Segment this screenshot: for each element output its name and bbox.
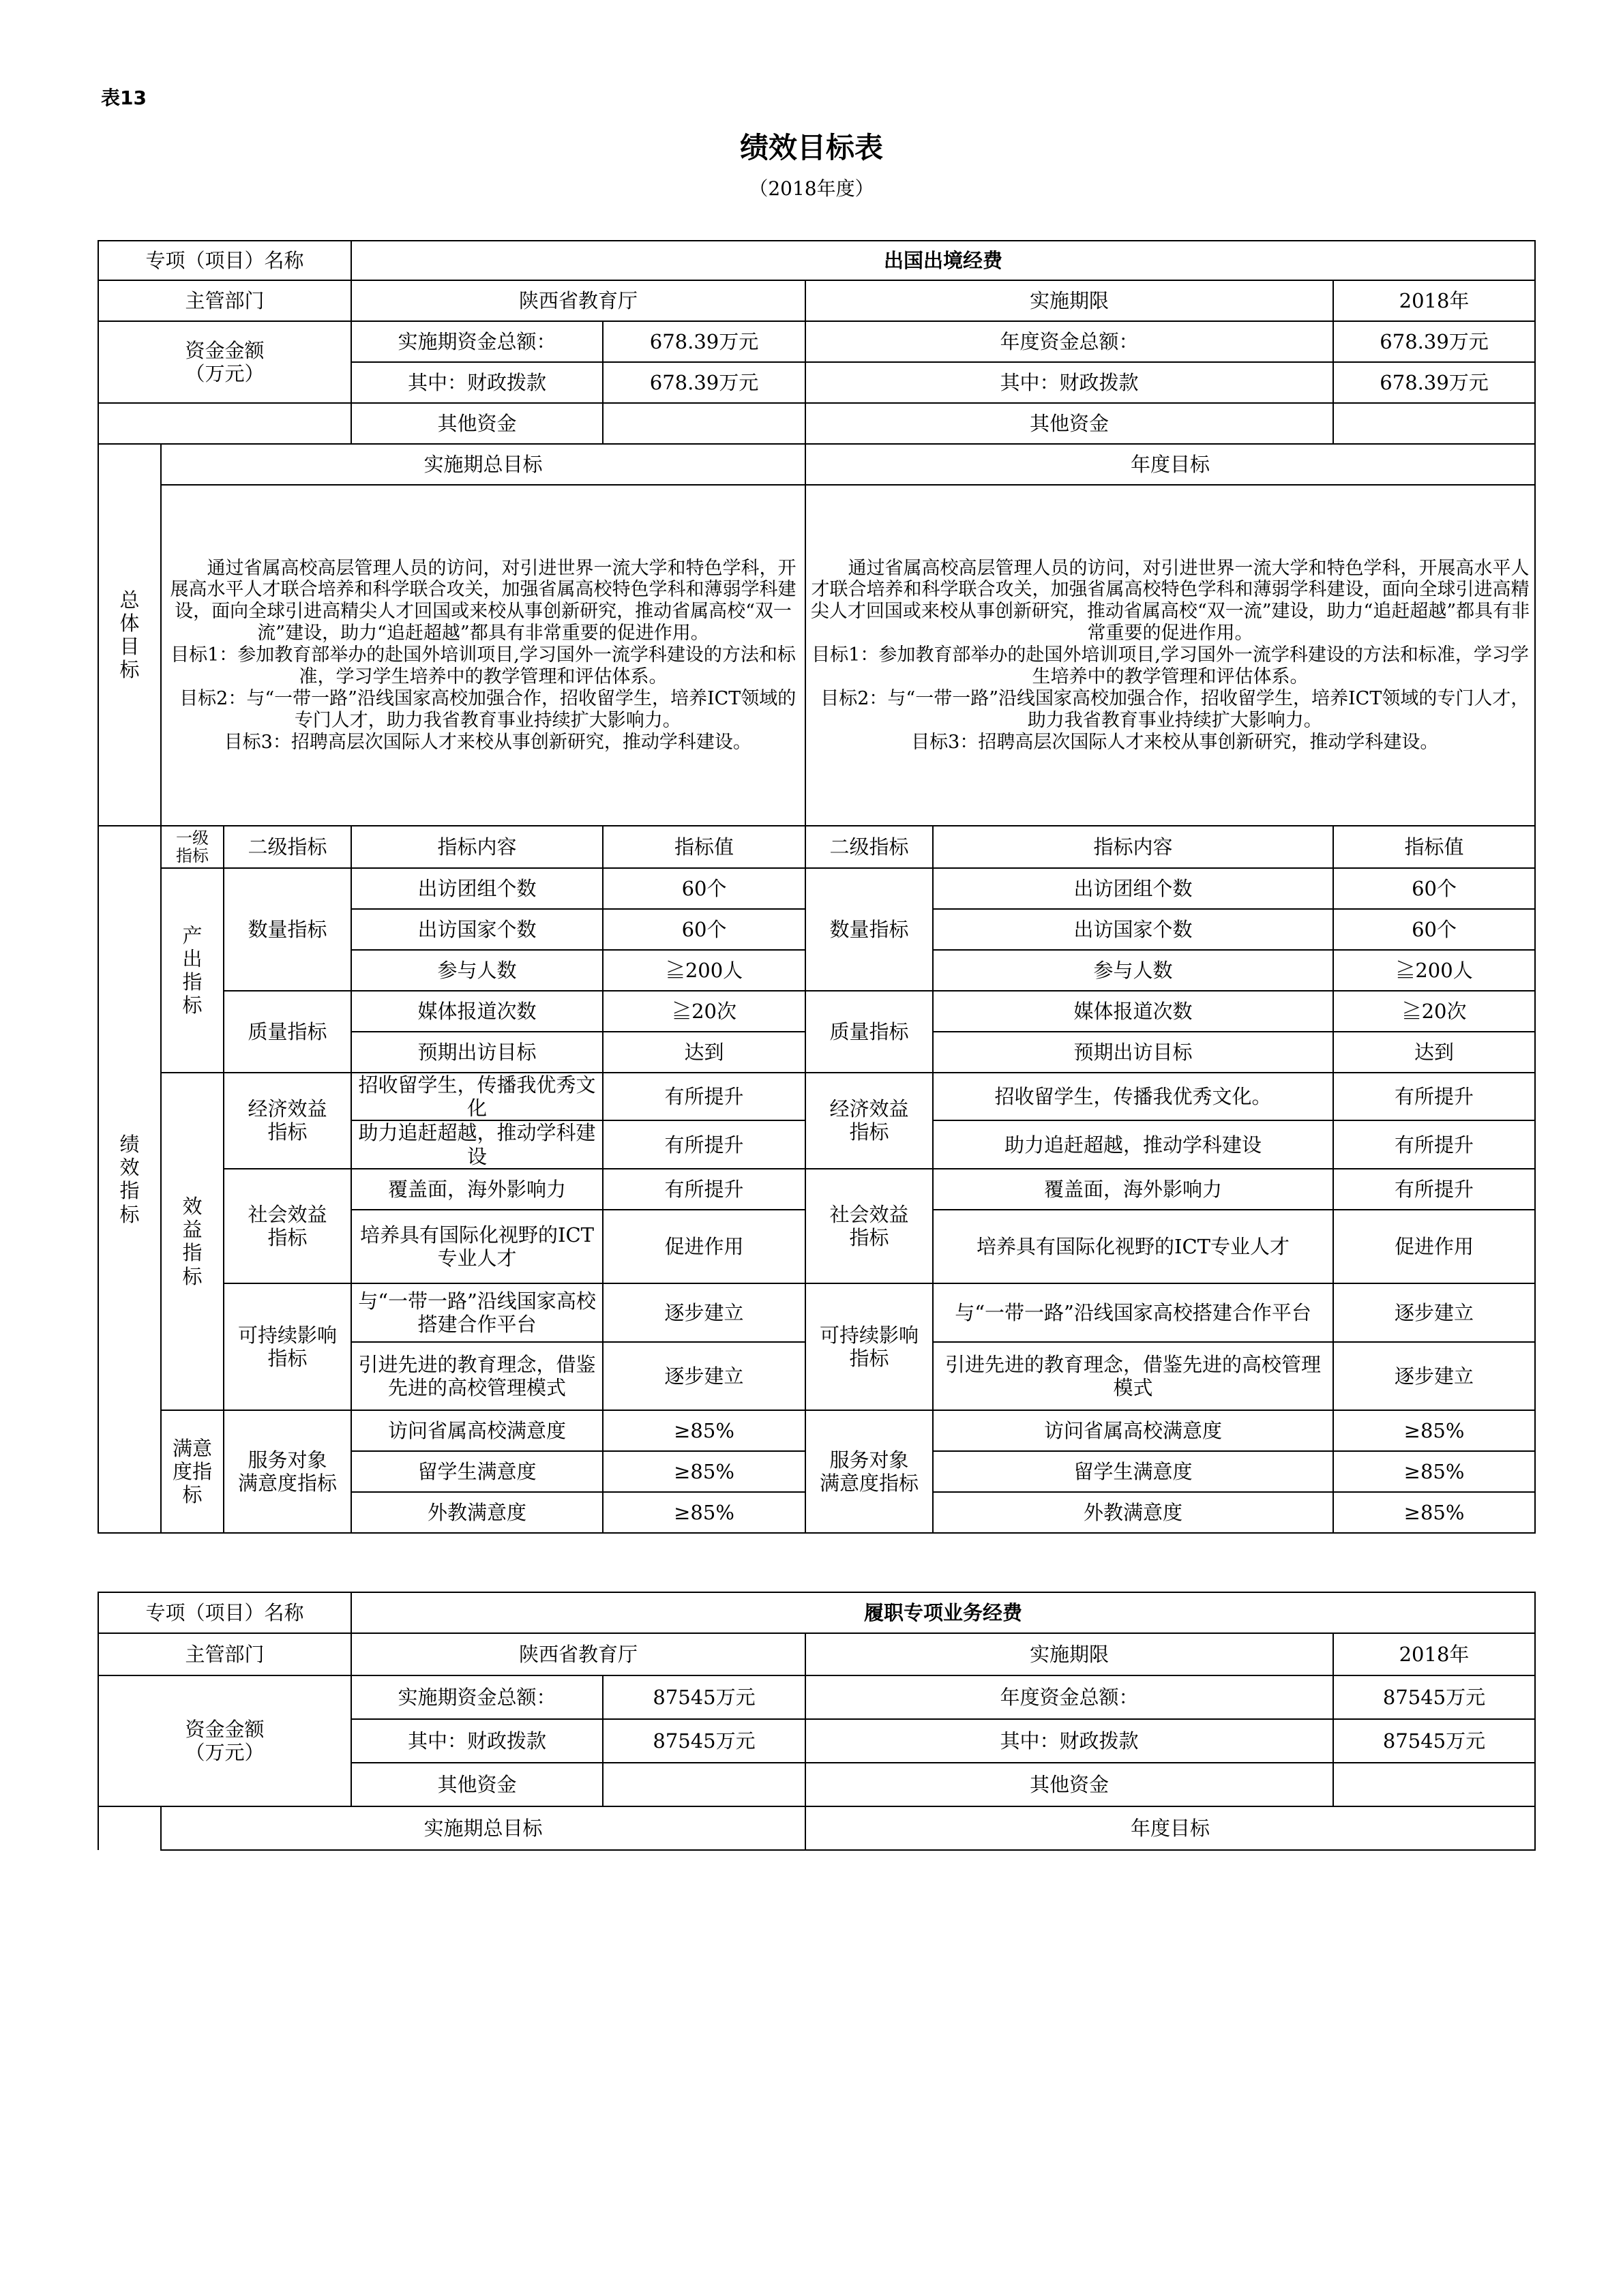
s1-value-annual: 有所提升 bbox=[1333, 1169, 1535, 1210]
e1-value: 有所提升 bbox=[603, 1073, 805, 1120]
f3-value: ≥85% bbox=[603, 1492, 805, 1533]
f3-value-annual: ≥85% bbox=[1333, 1492, 1535, 1533]
quantity-label-annual: 数量指标 bbox=[805, 868, 933, 991]
perf-label: 绩 效 指 标 bbox=[98, 826, 161, 1533]
social-label: 社会效益 指标 bbox=[224, 1169, 351, 1283]
sustain-label: 可持续影响 指标 bbox=[224, 1283, 351, 1410]
s2-value: 促进作用 bbox=[603, 1210, 805, 1283]
annual-goal-text: 通过省属高校高层管理人员的访问，对引进世界一流大学和特色学科，开展高水平人才联合培养和科学联合攻关，加强省属高校特色学科和薄弱学科建设，面向全球引进高精尖人才回国或来校从事创新研究，推动省属高校“双一流”建设，助力“追赶超越”都具有非常重要的促进作用。 目标1：参加教育部举办的赴国外培训项目,学习国外一流学科建设的方法和标准，学习学生培养中的教学管理和评估体系。 目标2：与“一带一路”沿线国家高校加强合作，招收留学生，培养ICT领域的专门人才，助力我省教育事业持续扩大影响力。 目标3：招聘高层次国际人才来校从事创新研究，推动学科建设。 bbox=[805, 485, 1535, 826]
dept-label: 主管部门 bbox=[98, 280, 351, 321]
period-other-value bbox=[603, 403, 805, 444]
c2-content-annual: 引进先进的教育理念，借鉴先进的高校管理模式 bbox=[933, 1342, 1333, 1410]
t2-project-name-value: 履职专项业务经费 bbox=[351, 1592, 1535, 1633]
s2-content-annual: 培养具有国际化视野的ICT专业人才 bbox=[933, 1210, 1333, 1283]
lvl2-header-annual: 二级指标 bbox=[805, 826, 933, 868]
quality-label: 质量指标 bbox=[224, 991, 351, 1073]
sustain-label-annual: 可持续影响 指标 bbox=[805, 1283, 933, 1410]
s2-content: 培养具有国际化视野的ICT专业人才 bbox=[351, 1210, 603, 1283]
q3-value: ≧200人 bbox=[603, 950, 805, 991]
f2-value-annual: ≥85% bbox=[1333, 1451, 1535, 1492]
c1-content: 与“一带一路”沿线国家高校搭建合作平台 bbox=[351, 1283, 603, 1342]
t2-period-goal-header: 实施期总目标 bbox=[161, 1806, 805, 1850]
c1-value-annual: 逐步建立 bbox=[1333, 1283, 1535, 1342]
t2-period-other-label: 其他资金 bbox=[351, 1763, 603, 1806]
performance-table-1 bbox=[98, 240, 1536, 1534]
m1-value: ≧20次 bbox=[603, 991, 805, 1032]
q3-content: 参与人数 bbox=[351, 950, 603, 991]
f1-content-annual: 访问省属高校满意度 bbox=[933, 1410, 1333, 1451]
t2-annual-other-label: 其他资金 bbox=[805, 1763, 1333, 1806]
output-label: 产 出 指 标 bbox=[161, 868, 224, 1073]
content-header: 指标内容 bbox=[351, 826, 603, 868]
q1-value-annual: 60个 bbox=[1333, 868, 1535, 909]
annual-fiscal-value: 678.39万元 bbox=[1333, 362, 1535, 403]
t2-period-fiscal-value: 87545万元 bbox=[603, 1719, 805, 1763]
annual-goal-header: 年度目标 bbox=[805, 444, 1535, 485]
e1-content-annual: 招收留学生，传播我优秀文化。 bbox=[933, 1073, 1333, 1120]
q2-content: 出访国家个数 bbox=[351, 909, 603, 950]
economic-label-annual: 经济效益 指标 bbox=[805, 1073, 933, 1169]
quantity-label: 数量指标 bbox=[224, 868, 351, 991]
t2-fund-label: 资金金额 （万元） bbox=[98, 1675, 351, 1806]
service-label: 服务对象 满意度指标 bbox=[224, 1410, 351, 1533]
period-total-label: 实施期资金总额： bbox=[351, 321, 603, 362]
f2-content: 留学生满意度 bbox=[351, 1451, 603, 1492]
period-fiscal-value: 678.39万元 bbox=[603, 362, 805, 403]
t2-annual-total-label: 年度资金总额： bbox=[805, 1675, 1333, 1719]
m2-content-annual: 预期出访目标 bbox=[933, 1032, 1333, 1073]
e2-value: 有所提升 bbox=[603, 1120, 805, 1168]
s1-value: 有所提升 bbox=[603, 1169, 805, 1210]
period-total-value: 678.39万元 bbox=[603, 321, 805, 362]
t2-dept-value: 陕西省教育厅 bbox=[351, 1633, 805, 1675]
t2-annual-fiscal-value: 87545万元 bbox=[1333, 1719, 1535, 1763]
m1-content-annual: 媒体报道次数 bbox=[933, 991, 1333, 1032]
project-name-value: 出国出境经费 bbox=[351, 241, 1535, 280]
c2-value-annual: 逐步建立 bbox=[1333, 1342, 1535, 1410]
annual-other-label: 其他资金 bbox=[805, 403, 1333, 444]
q2-content-annual: 出访国家个数 bbox=[933, 909, 1333, 950]
benefit-label: 效 益 指 标 bbox=[161, 1073, 224, 1410]
t2-period-label: 实施期限 bbox=[805, 1633, 1333, 1675]
t2-annual-other-value bbox=[1333, 1763, 1535, 1806]
overall-goal-label: 总 体 目 标 bbox=[98, 444, 161, 826]
period-label: 实施期限 bbox=[805, 280, 1333, 321]
service-label-annual: 服务对象 满意度指标 bbox=[805, 1410, 933, 1533]
page-subtitle: （2018年度） bbox=[749, 177, 874, 200]
c1-content-annual: 与“一带一路”沿线国家高校搭建合作平台 bbox=[933, 1283, 1333, 1342]
table-number-label: 表13 bbox=[101, 87, 147, 109]
content-header-annual: 指标内容 bbox=[933, 826, 1333, 868]
q3-content-annual: 参与人数 bbox=[933, 950, 1333, 991]
m2-value-annual: 达到 bbox=[1333, 1032, 1535, 1073]
period-other-label: 其他资金 bbox=[351, 403, 603, 444]
dept-value: 陕西省教育厅 bbox=[351, 280, 805, 321]
annual-other-value bbox=[1333, 403, 1535, 444]
t2-period-fiscal-label: 其中：财政拨款 bbox=[351, 1719, 603, 1763]
t2-overall-goal-label bbox=[98, 1806, 161, 1850]
m2-content: 预期出访目标 bbox=[351, 1032, 603, 1073]
t2-annual-fiscal-label: 其中：财政拨款 bbox=[805, 1719, 1333, 1763]
s2-value-annual: 促进作用 bbox=[1333, 1210, 1535, 1283]
t2-period-total-value: 87545万元 bbox=[603, 1675, 805, 1719]
f3-content: 外教满意度 bbox=[351, 1492, 603, 1533]
period-value: 2018年 bbox=[1333, 280, 1535, 321]
m2-value: 达到 bbox=[603, 1032, 805, 1073]
social-label-annual: 社会效益 指标 bbox=[805, 1169, 933, 1283]
t2-annual-goal-header: 年度目标 bbox=[805, 1806, 1535, 1850]
t2-period-total-label: 实施期资金总额： bbox=[351, 1675, 603, 1719]
q1-content: 出访团组个数 bbox=[351, 868, 603, 909]
m1-value-annual: ≧20次 bbox=[1333, 991, 1535, 1032]
period-goal-text: 通过省属高校高层管理人员的访问，对引进世界一流大学和特色学科，开展高水平人才联合培养和科学联合攻关，加强省属高校特色学科和薄弱学科建设，面向全球引进高精尖人才回国或来校从事创新研究，推动省属高校“双一流”建设，助力“追赶超越”都具有非常重要的促进作用。 目标1：参加教育部举办的赴国外培训项目,学习国外一流学科建设的方法和标准，学习学生培养中的教学管理和评估体系。 目标2：与“一带一路”沿线国家高校加强合作，招收留学生，培养ICT领域的专门人才，助力我省教育事业持续扩大影响力。 目标3：招聘高层次国际人才来校从事创新研究，推动学科建设。 bbox=[161, 485, 805, 826]
q1-value: 60个 bbox=[603, 868, 805, 909]
s1-content-annual: 覆盖面，海外影响力 bbox=[933, 1169, 1333, 1210]
fund-label-spacer bbox=[98, 403, 351, 444]
period-goal-header: 实施期总目标 bbox=[161, 444, 805, 485]
q2-value-annual: 60个 bbox=[1333, 909, 1535, 950]
t2-period-value: 2018年 bbox=[1333, 1633, 1535, 1675]
q1-content-annual: 出访团组个数 bbox=[933, 868, 1333, 909]
e1-content: 招收留学生，传播我优秀文化 bbox=[351, 1073, 603, 1120]
s1-content: 覆盖面，海外影响力 bbox=[351, 1169, 603, 1210]
t2-project-name-label: 专项（项目）名称 bbox=[98, 1592, 351, 1633]
period-fiscal-label: 其中：财政拨款 bbox=[351, 362, 603, 403]
e2-value-annual: 有所提升 bbox=[1333, 1120, 1535, 1168]
f1-content: 访问省属高校满意度 bbox=[351, 1410, 603, 1451]
f2-value: ≥85% bbox=[603, 1451, 805, 1492]
f3-content-annual: 外教满意度 bbox=[933, 1492, 1333, 1533]
fund-label: 资金金额 （万元） bbox=[98, 321, 351, 403]
c2-content: 引进先进的教育理念，借鉴先进的高校管理模式 bbox=[351, 1342, 603, 1410]
f1-value: ≥85% bbox=[603, 1410, 805, 1451]
value-header: 指标值 bbox=[603, 826, 805, 868]
q2-value: 60个 bbox=[603, 909, 805, 950]
quality-label-annual: 质量指标 bbox=[805, 991, 933, 1073]
c1-value: 逐步建立 bbox=[603, 1283, 805, 1342]
economic-label: 经济效益 指标 bbox=[224, 1073, 351, 1169]
annual-total-value: 678.39万元 bbox=[1333, 321, 1535, 362]
c2-value: 逐步建立 bbox=[603, 1342, 805, 1410]
performance-table-2 bbox=[98, 1592, 1536, 1851]
value-header-annual: 指标值 bbox=[1333, 826, 1535, 868]
annual-total-label: 年度资金总额： bbox=[805, 321, 1333, 362]
e2-content-annual: 助力追赶超越，推动学科建设 bbox=[933, 1120, 1333, 1168]
e1-value-annual: 有所提升 bbox=[1333, 1073, 1535, 1120]
t2-period-other-value bbox=[603, 1763, 805, 1806]
t2-annual-total-value: 87545万元 bbox=[1333, 1675, 1535, 1719]
satisf-label: 满意 度指 标 bbox=[161, 1410, 224, 1533]
f2-content-annual: 留学生满意度 bbox=[933, 1451, 1333, 1492]
lvl2-header: 二级指标 bbox=[224, 826, 351, 868]
q3-value-annual: ≧200人 bbox=[1333, 950, 1535, 991]
f1-value-annual: ≥85% bbox=[1333, 1410, 1535, 1451]
m1-content: 媒体报道次数 bbox=[351, 991, 603, 1032]
lvl1-header: 一级 指标 bbox=[161, 826, 224, 868]
page-title: 绩效目标表 bbox=[739, 131, 883, 164]
annual-fiscal-label: 其中：财政拨款 bbox=[805, 362, 1333, 403]
t2-dept-label: 主管部门 bbox=[98, 1633, 351, 1675]
e2-content: 助力追赶超越，推动学科建设 bbox=[351, 1120, 603, 1168]
project-name-label: 专项（项目）名称 bbox=[98, 241, 351, 280]
